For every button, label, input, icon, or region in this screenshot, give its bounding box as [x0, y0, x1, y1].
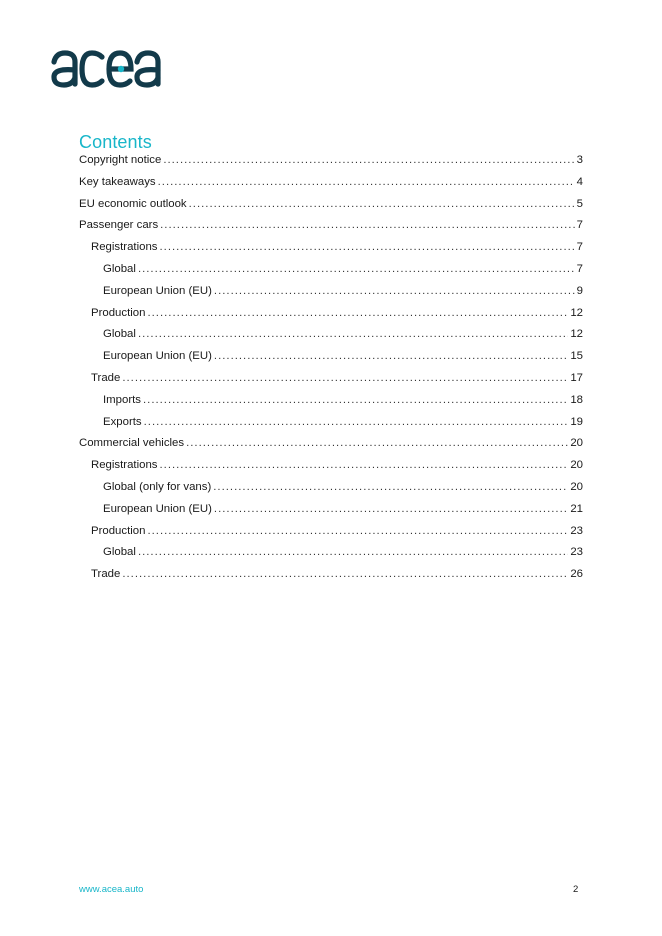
table-of-contents: [79, 150, 583, 586]
toc-entry-cv-registrations[interactable]: Registrations ..... 20: [79, 455, 583, 477]
acea-logo: [50, 40, 166, 92]
toc-entry-key-takeaways[interactable]: Key takeaways ..... 4: [79, 172, 583, 194]
contents-heading: Contents: [79, 132, 152, 152]
logo-accent-dot: [118, 66, 124, 72]
toc-entry-pc-trade-exports[interactable]: Exports ..... 19: [79, 412, 583, 434]
toc-entry-pc-trade[interactable]: Trade ..... 17: [79, 368, 583, 390]
toc-entry-cv-production[interactable]: Production ..... 23: [79, 521, 583, 543]
footer-website-link[interactable]: www.acea.auto: [79, 884, 144, 895]
footer-page-number: 2: [573, 884, 579, 895]
toc-entry-pc-production-global[interactable]: Global ..... 12: [79, 324, 583, 346]
toc-entry-pc-registrations[interactable]: Registrations ..... 7: [79, 237, 583, 259]
toc-entry-cv-registrations-eu[interactable]: European Union (EU) ..... 21: [79, 499, 583, 521]
toc-entry-copyright-notice[interactable]: Copyright notice ..... 3: [79, 150, 583, 172]
toc-entry-pc-production[interactable]: Production ..... 12: [79, 303, 583, 325]
toc-entry-eu-economic-outlook[interactable]: EU economic outlook ..... 5: [79, 194, 583, 216]
toc-entry-commercial-vehicles[interactable]: Commercial vehicles ..... 20: [79, 433, 583, 455]
toc-entry-pc-registrations-eu[interactable]: European Union (EU) ..... 9: [79, 281, 583, 303]
toc-entry-cv-production-global[interactable]: Global ..... 23: [79, 542, 583, 564]
toc-entry-pc-trade-imports[interactable]: Imports ..... 18: [79, 390, 583, 412]
toc-entry-cv-trade[interactable]: Trade ..... 26: [79, 564, 583, 586]
toc-entry-cv-registrations-global[interactable]: Global (only for vans) ..... 20: [79, 477, 583, 499]
toc-entry-pc-registrations-global[interactable]: Global ..... 7: [79, 259, 583, 281]
toc-entry-passenger-cars[interactable]: Passenger cars ..... 7: [79, 215, 583, 237]
toc-entry-pc-production-eu[interactable]: European Union (EU) ..... 15: [79, 346, 583, 368]
